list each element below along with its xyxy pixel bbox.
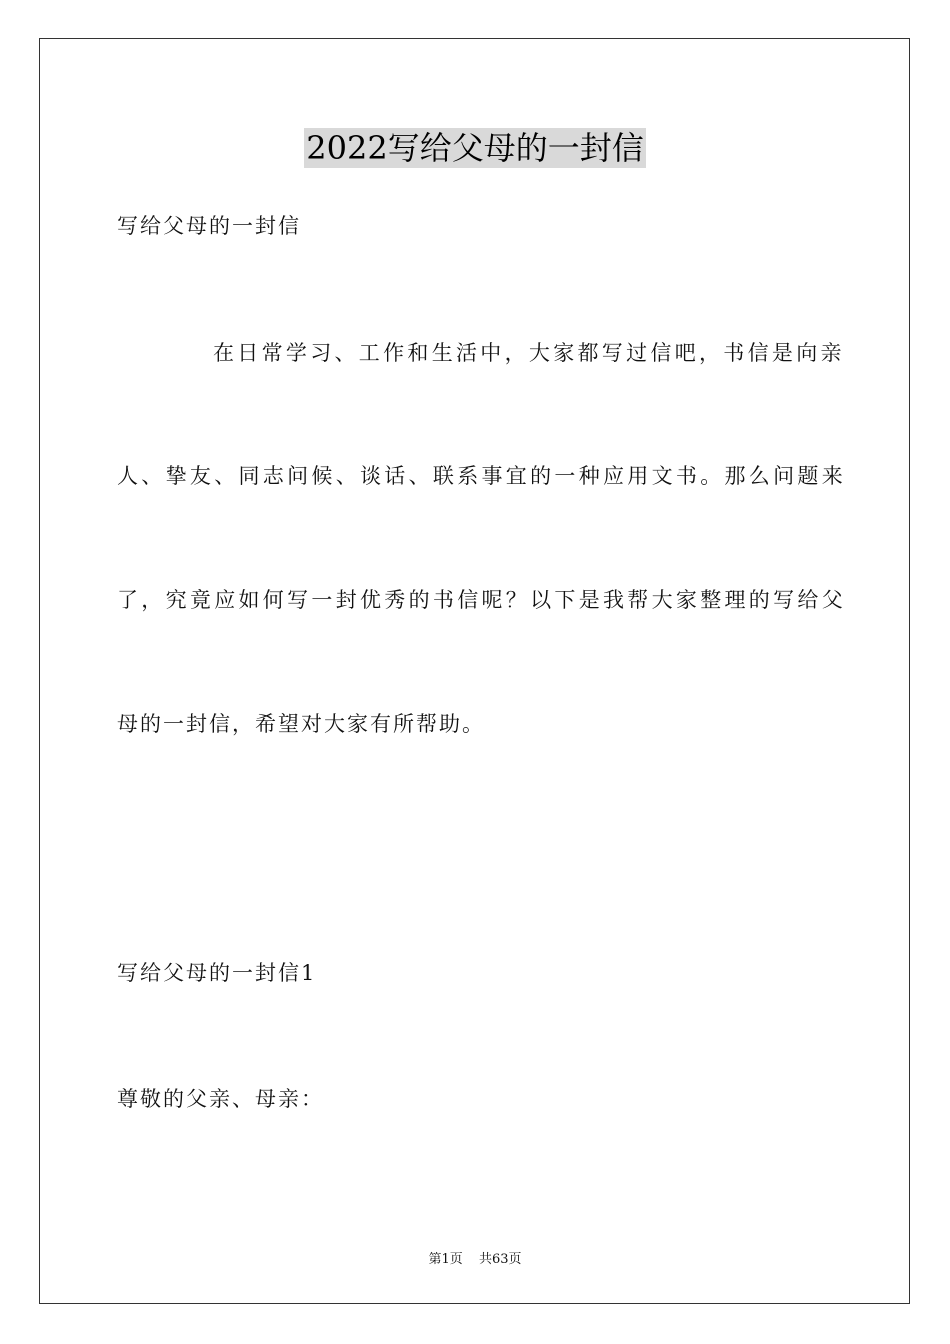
document-subtitle: 写给父母的一封信: [117, 214, 301, 238]
intro-line-3: 了，究竟应如何写一封优秀的书信呢？以下是我帮大家整理的写给父: [117, 588, 846, 612]
intro-line-4: 母的一封信，希望对大家有所帮助。: [117, 712, 485, 736]
page-footer: [0, 1248, 950, 1267]
letter-greeting: 尊敬的父亲、母亲：: [117, 1087, 324, 1111]
intro-line-2: 人、挚友、同志问候、谈话、联系事宜的一种应用文书。那么问题来: [117, 464, 846, 488]
title-wrapper: [0, 128, 950, 168]
intro-line-1: 在日常学习、工作和生活中，大家都写过信吧，书信是向亲: [213, 341, 845, 365]
document-title: 2022写给父母的一封信: [306, 129, 644, 167]
section-heading: 写给父母的一封信1: [117, 961, 317, 985]
page-number: 第1页: [428, 1252, 463, 1267]
page-total: 共63页: [478, 1252, 522, 1267]
